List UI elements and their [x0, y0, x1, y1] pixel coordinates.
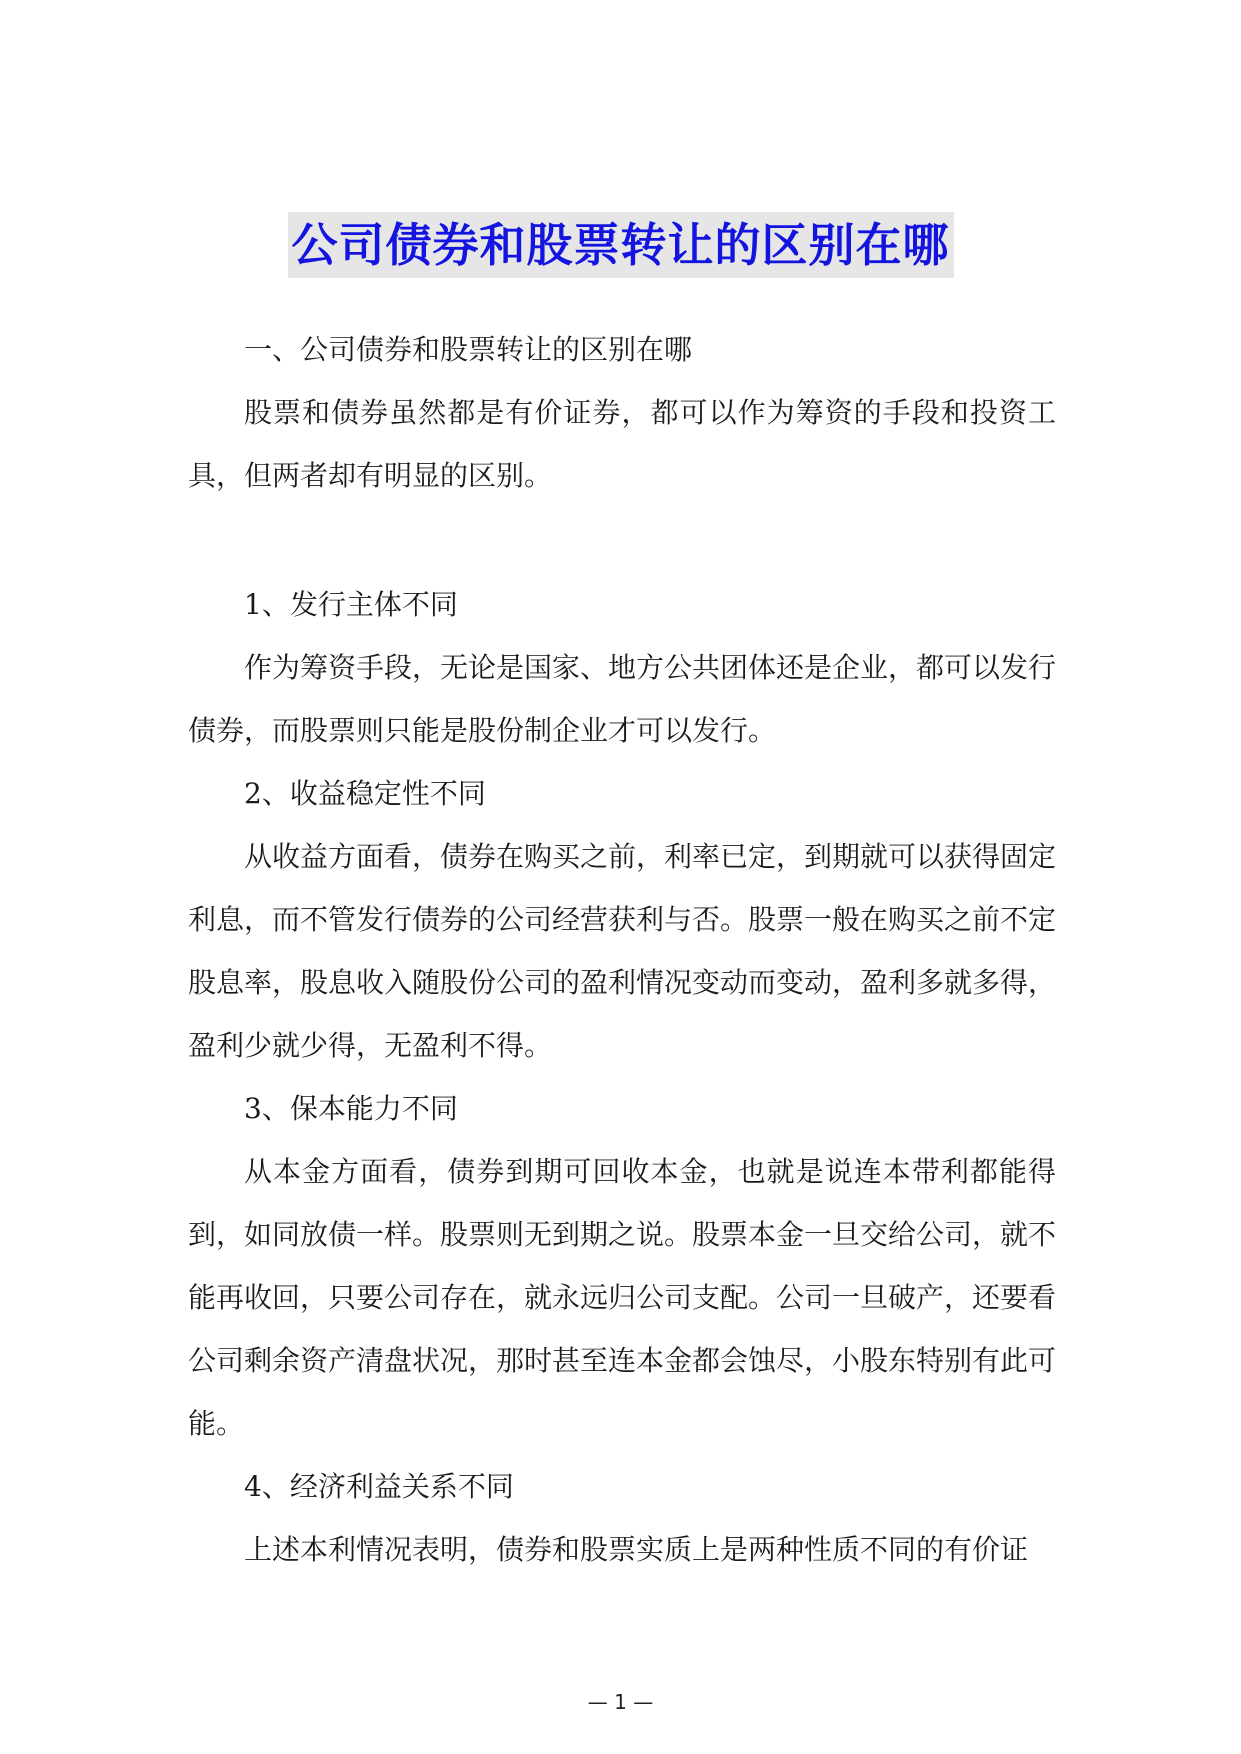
paragraph-spacer [188, 507, 1056, 573]
intro-paragraph: 股票和债券虽然都是有价证券，都可以作为筹资的手段和投资工具，但两者却有明显的区别。 [188, 396, 1056, 492]
title-container [0, 212, 1241, 278]
section-heading-3: 3、保本能力不同 [244, 1092, 458, 1125]
document-title: 公司债券和股票转让的区别在哪 [288, 212, 954, 278]
section-text-1: 作为筹资手段，无论是国家、地方公共团体还是企业，都可以发行债券，而股票则只能是股份制企业才可以发行。 [188, 651, 1057, 747]
page-number: — 1 — [587, 1690, 654, 1714]
section-text-2: 从收益方面看，债券在购买之前，利率已定，到期就可以获得固定利息，而不管发行债券的公司经营获利与否。股票一般在购买之前不定股息率，股息收入随股份公司的盈利情况变动而变动，盈利多就多得，盈利少就少得，无盈利不得。 [188, 840, 1057, 1062]
document-body [188, 318, 1056, 1581]
section-text-4: 上述本利情况表明，债券和股票实质上是两种性质不同的有价证 [244, 1533, 1029, 1566]
section-text-3: 从本金方面看，债券到期可回收本金，也就是说连本带利都能得到，如同放债一样。股票则无到期之说。股票本金一旦交给公司，就不能再收回，只要公司存在，就永远归公司支配。公司一旦破产，还要看公司剩余资产清盘状况，那时甚至连本金都会蚀尽，小股东特别有此可能。 [188, 1155, 1057, 1440]
main-heading: 一、公司债券和股票转让的区别在哪 [244, 333, 693, 366]
section-heading-1: 1、发行主体不同 [244, 588, 458, 621]
section-heading-2: 2、收益稳定性不同 [244, 777, 486, 810]
section-heading-4: 4、经济利益关系不同 [244, 1470, 514, 1503]
